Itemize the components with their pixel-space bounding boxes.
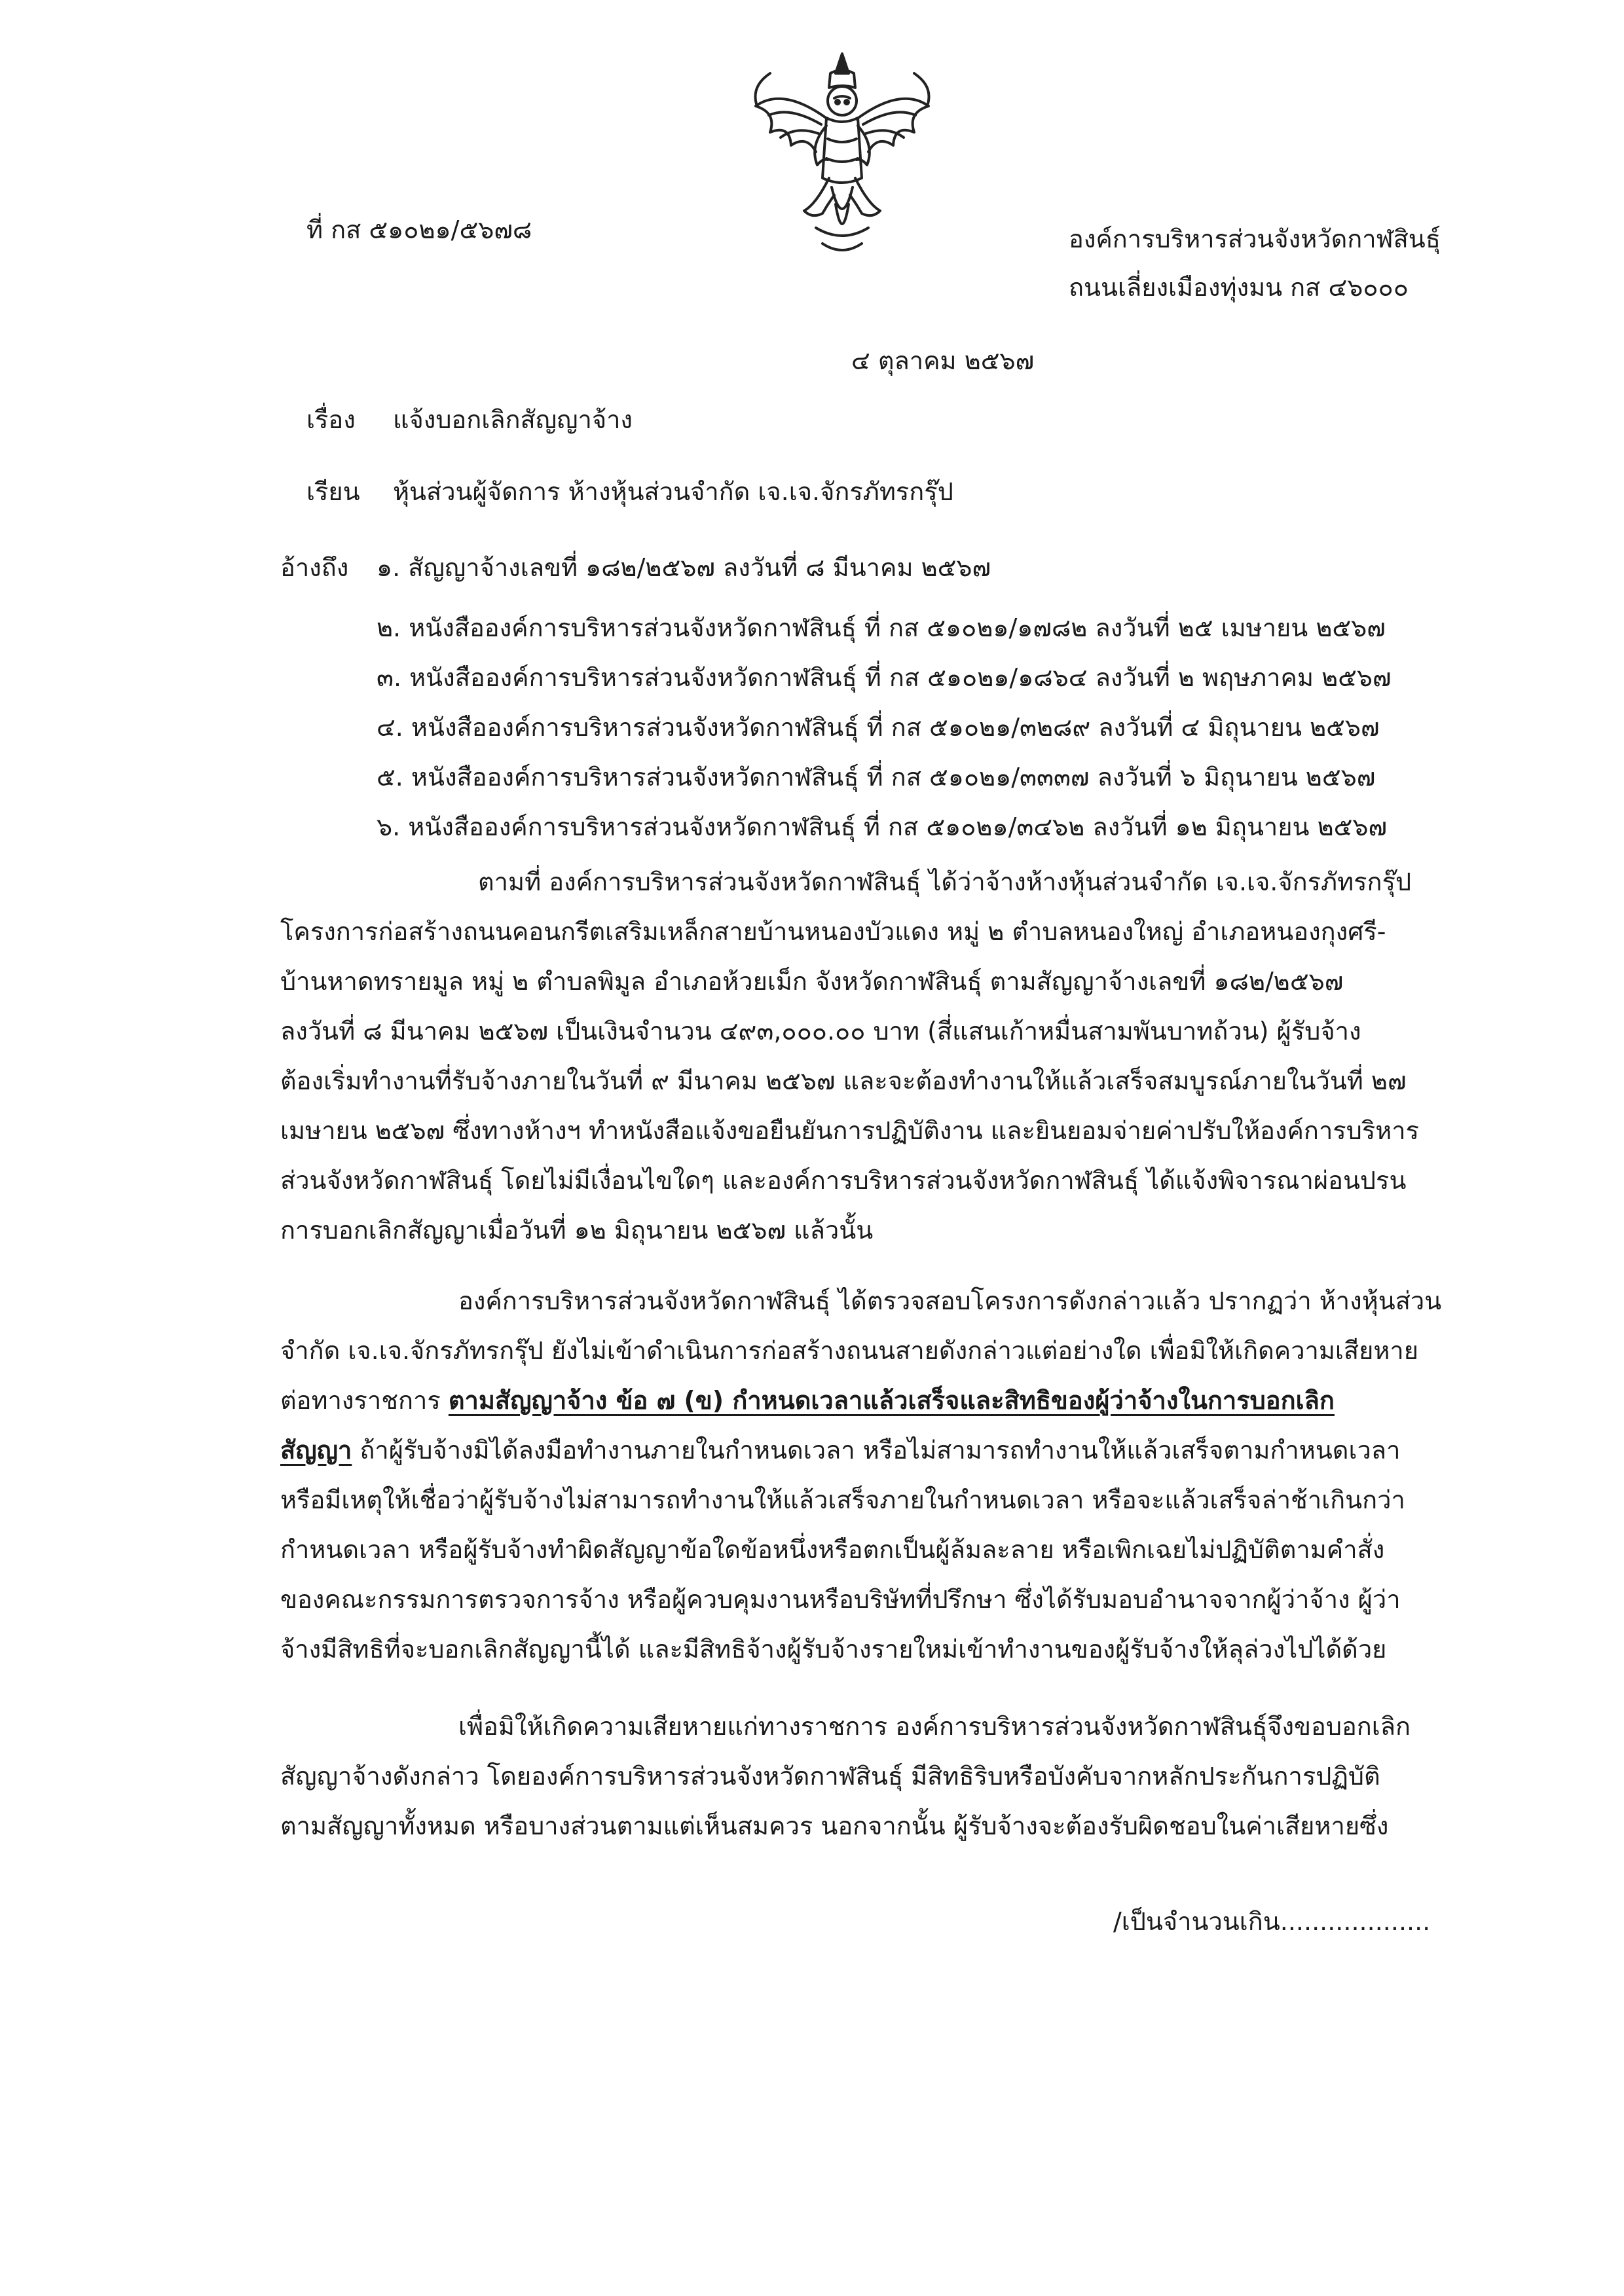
paragraph-line: จ้างมีสิทธิที่จะบอกเลิกสัญญานี้ได้ และมีสิทธิจ้างผู้รับจ้างรายใหม่เข้าทำงานของผู้รับจ้างให้ลุล่วงไปได้ด้วย xyxy=(280,1635,1387,1664)
sender-organization: องค์การบริหารส่วนจังหวัดกาฬสินธุ์ xyxy=(1069,225,1441,253)
paragraph-line xyxy=(280,1430,1400,1470)
paragraph-line: หรือมีเหตุให้เชื่อว่าผู้รับจ้างไม่สามารถทำงานให้แล้วเสร็จภายในกำหนดเวลา หรือจะแล้วเสร็จล่าช้าเกินกว่า xyxy=(280,1485,1405,1514)
sender-address: ถนนเลี่ยงเมืองทุ่งมน กส ๔๖๐๐๐ xyxy=(1069,273,1409,302)
paragraph-line: เพื่อมิให้เกิดความเสียหายแก่ทางราชการ องค์การบริหารส่วนจังหวัดกาฬสินธุ์จึงขอบอกเลิก xyxy=(458,1712,1411,1741)
contract-clause-underlined: ตามสัญญาจ้าง ข้อ ๗ (ข) กำหนดเวลาแล้วเสร็จและสิทธิของผู้ว่าจ้างในการบอกเลิก xyxy=(448,1386,1335,1415)
reference-item: ๖. หนังสือองค์การบริหารส่วนจังหวัดกาฬสินธุ์ ที่ กส ๕๑๐๒๑/๓๔๖๒ ลงวันที่ ๑๒ มิถุนายน ๒๕๖๗ xyxy=(377,812,1388,841)
paragraph-line xyxy=(280,1380,1335,1420)
subject-text: แจ้งบอกเลิกสัญญาจ้าง xyxy=(393,405,633,434)
document-number: ที่ กส ๕๑๐๒๑/๕๖๗๘ xyxy=(306,215,532,244)
letter-date: ๔ ตุลาคม ๒๕๖๗ xyxy=(851,346,1035,375)
paragraph-line: ต้องเริ่มทำงานที่รับจ้างภายในวันที่ ๙ มีนาคม ๒๕๖๗ และจะต้องทำงานให้แล้วเสร็จสมบูรณ์ภายในวันที่ ๒๗ xyxy=(280,1066,1407,1095)
plain-text: ถ้าผู้รับจ้างมิได้ลงมือทำงานภายในกำหนดเวลา หรือไม่สามารถทำงานให้แล้วเสร็จตามกำหนดเวลา xyxy=(352,1436,1401,1465)
recipient-label: เรียน xyxy=(306,477,360,506)
paragraph-line: บ้านหาดทรายมูล หมู่ ๒ ตำบลพิมูล อำเภอห้วยเม็ก จังหวัดกาฬสินธุ์ ตามสัญญาจ้างเลขที่ ๑๘๒/๒๕๖๗ xyxy=(280,967,1344,996)
garuda-emblem-icon xyxy=(744,47,940,263)
paragraph-line: เมษายน ๒๕๖๗ ซึ่งทางห้างฯ ทำหนังสือแจ้งขอยืนยันการปฏิบัติงาน และยินยอมจ่ายค่าปรับให้องค์การบริหาร xyxy=(280,1116,1420,1145)
paragraph-line: ตามที่ องค์การบริหารส่วนจังหวัดกาฬสินธุ์ ได้ว่าจ้างห้างหุ้นส่วนจำกัด เจ.เจ.จักรภัทรกรุ๊ป xyxy=(478,867,1412,896)
paragraph-line: ลงวันที่ ๘ มีนาคม ๒๕๖๗ เป็นเงินจำนวน ๔๙๓,๐๐๐.๐๐ บาท (สี่แสนเก้าหมื่นสามพันบาทถ้วน) ผู้รับจ้าง xyxy=(280,1017,1361,1046)
page-continuation: /เป็นจำนวนเกิน................... xyxy=(1113,1907,1431,1936)
paragraph-line: โครงการก่อสร้างถนนคอนกรีตเสริมเหล็กสายบ้านหนองบัวแดง หมู่ ๒ ตำบลหนองใหญ่ อำเภอหนองกุงศรี- xyxy=(280,917,1386,946)
paragraph-line: องค์การบริหารส่วนจังหวัดกาฬสินธุ์ ได้ตรวจสอบโครงการดังกล่าวแล้ว ปรากฏว่า ห้างหุ้นส่วน xyxy=(458,1286,1442,1315)
paragraph-line: กำหนดเวลา หรือผู้รับจ้างทำผิดสัญญาข้อใดข้อหนึ่งหรือตกเป็นผู้ล้มละลาย หรือเพิกเฉยไม่ปฏิบัติตามคำสั่ง xyxy=(280,1535,1385,1564)
subject-label: เรื่อง xyxy=(306,405,356,434)
reference-item: ๓. หนังสือองค์การบริหารส่วนจังหวัดกาฬสินธุ์ ที่ กส ๕๑๐๒๑/๑๘๖๔ ลงวันที่ ๒ พฤษภาคม ๒๕๖๗ xyxy=(377,663,1392,692)
paragraph-line: สัญญาจ้างดังกล่าว โดยองค์การบริหารส่วนจังหวัดกาฬสินธุ์ มีสิทธิริบหรือบังคับจากหลักประกันการปฏิบัติ xyxy=(280,1762,1380,1791)
contract-clause-underlined: สัญญา xyxy=(280,1436,352,1465)
plain-text: ต่อทางราชการ xyxy=(280,1386,449,1415)
reference-item: ๔. หนังสือองค์การบริหารส่วนจังหวัดกาฬสินธุ์ ที่ กส ๕๑๐๒๑/๓๒๘๙ ลงวันที่ ๔ มิถุนายน ๒๕๖๗ xyxy=(377,713,1380,742)
recipient-text: หุ้นส่วนผู้จัดการ ห้างหุ้นส่วนจำกัด เจ.เจ.จักรภัทรกรุ๊ป xyxy=(393,477,953,506)
paragraph-line: จำกัด เจ.เจ.จักรภัทรกรุ๊ป ยังไม่เข้าดำเนินการก่อสร้างถนนสายดังกล่าวแต่อย่างใด เพื่อมิให้เกิดความเสียหาย xyxy=(280,1336,1419,1365)
paragraph-line: ของคณะกรรมการตรวจการจ้าง หรือผู้ควบคุมงานหรือบริษัทที่ปรึกษา ซึ่งได้รับมอบอำนาจจากผู้ว่าจ้าง ผู้ว่า xyxy=(280,1585,1401,1614)
references-label: อ้างถึง xyxy=(280,553,349,582)
reference-item: ๑. สัญญาจ้างเลขที่ ๑๘๒/๒๕๖๗ ลงวันที่ ๘ มีนาคม ๒๕๖๗ xyxy=(377,553,991,582)
paragraph-line: ตามสัญญาทั้งหมด หรือบางส่วนตามแต่เห็นสมควร นอกจากนั้น ผู้รับจ้างจะต้องรับผิดชอบในค่าเสียหายซึ่ง xyxy=(280,1812,1389,1840)
reference-item: ๒. หนังสือองค์การบริหารส่วนจังหวัดกาฬสินธุ์ ที่ กส ๕๑๐๒๑/๑๗๘๒ ลงวันที่ ๒๕ เมษายน ๒๕๖๗ xyxy=(377,613,1386,642)
reference-item: ๕. หนังสือองค์การบริหารส่วนจังหวัดกาฬสินธุ์ ที่ กส ๕๑๐๒๑/๓๓๓๗ ลงวันที่ ๖ มิถุนายน ๒๕๖๗ xyxy=(377,763,1376,792)
paragraph-line: การบอกเลิกสัญญาเมื่อวันที่ ๑๒ มิถุนายน ๒๕๖๗ แล้วนั้น xyxy=(280,1216,874,1245)
paragraph-line: ส่วนจังหวัดกาฬสินธุ์ โดยไม่มีเงื่อนไขใดๆ และองค์การบริหารส่วนจังหวัดกาฬสินธุ์ ได้แจ้งพิจารณาผ่อนปรน xyxy=(280,1166,1407,1195)
